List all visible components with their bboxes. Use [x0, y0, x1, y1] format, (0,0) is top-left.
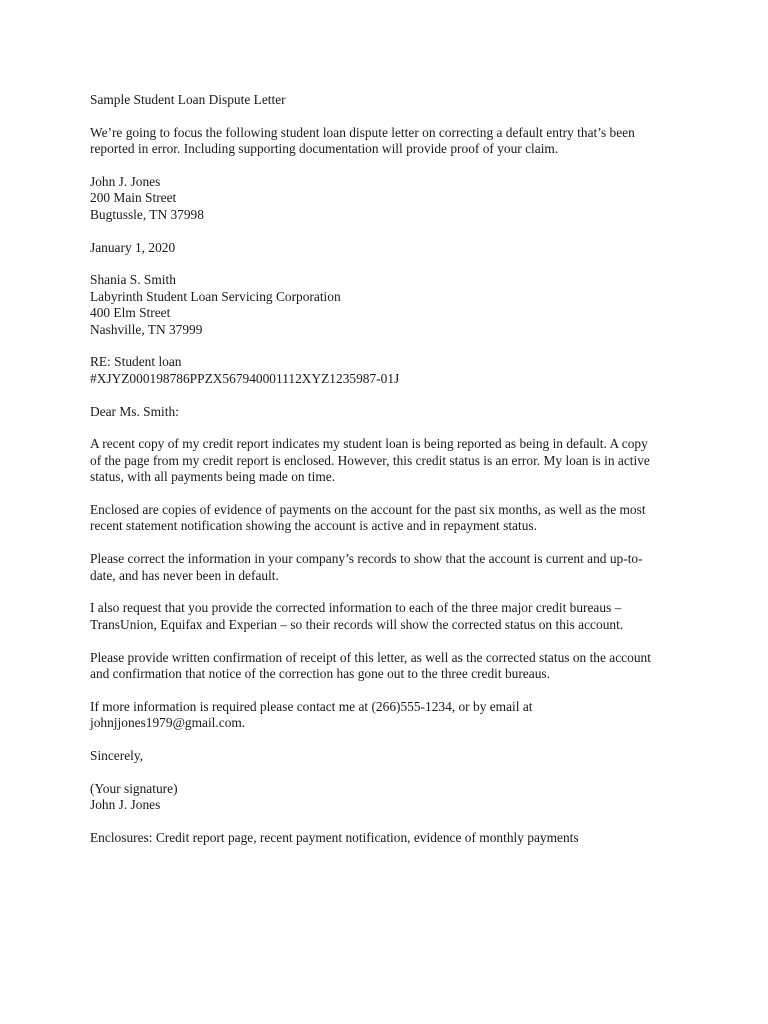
letter-date-block	[90, 240, 690, 256]
reference-number: #XJYZ000198786PPZX567940001112XYZ1235987-01J	[90, 370, 400, 386]
signature-block	[90, 781, 690, 814]
salutation-block	[90, 404, 690, 420]
body-paragraph	[90, 551, 690, 584]
intro-paragraph	[90, 125, 690, 158]
body-line: date, and has never been in default.	[90, 567, 279, 583]
body-paragraph	[90, 502, 690, 535]
contact-paragraph	[90, 699, 690, 732]
body-line: Please provide written confirmation of receipt of this letter, as well as the corrected status on the account	[90, 649, 651, 665]
reference-block	[90, 354, 690, 387]
letter-date: January 1, 2020	[90, 239, 176, 255]
letter-page	[90, 92, 690, 863]
document-title: Sample Student Loan Dispute Letter	[90, 92, 286, 107]
body-line: johnjjones1979@gmail.com.	[90, 715, 246, 731]
body-line: status, with all payments being made on time.	[90, 469, 336, 485]
signature-name: John J. Jones	[90, 797, 161, 813]
recipient-street: 400 Elm Street	[90, 305, 171, 321]
body-line: TransUnion, Equifax and Experian – so their records will show the corrected status on this account.	[90, 616, 624, 632]
body-line: If more information is required please contact me at (266)555-1234, or by email at	[90, 698, 533, 714]
closing: Sincerely,	[90, 748, 144, 764]
body-paragraph	[90, 600, 690, 633]
recipient-company: Labyrinth Student Loan Servicing Corporation	[90, 288, 341, 304]
document-title-block	[90, 92, 690, 108]
body-line: A recent copy of my credit report indicates my student loan is being reported as being in default. A copy	[90, 436, 648, 452]
reference-label: RE: Student loan	[90, 354, 182, 370]
body-line: I also request that you provide the corrected information to each of the three major credit bureaus –	[90, 600, 622, 616]
sender-city: Bugtussle, TN 37998	[90, 206, 204, 222]
salutation: Dear Ms. Smith:	[90, 403, 179, 419]
recipient-name: Shania S. Smith	[90, 272, 176, 288]
sender-address	[90, 174, 690, 223]
intro-line: reported in error. Including supporting documentation will provide proof of your claim.	[90, 141, 559, 157]
enclosures-block	[90, 830, 690, 846]
enclosures: Enclosures: Credit report page, recent payment notification, evidence of monthly payments	[90, 830, 579, 846]
intro-line: We’re going to focus the following student loan dispute letter on correcting a default entry that’s been	[90, 124, 635, 140]
body-line: recent statement notification showing the account is active and in repayment status.	[90, 518, 537, 534]
closing-block	[90, 748, 690, 764]
body-paragraph	[90, 650, 690, 683]
recipient-address	[90, 272, 690, 338]
body-line: Enclosed are copies of evidence of payments on the account for the past six months, as well as the most	[90, 502, 646, 518]
signature-placeholder: (Your signature)	[90, 780, 178, 796]
recipient-city: Nashville, TN 37999	[90, 321, 203, 337]
sender-name: John J. Jones	[90, 174, 161, 189]
body-paragraph	[90, 436, 690, 485]
body-line: of the page from my credit report is enclosed. However, this credit status is an error. My loan is in active	[90, 452, 650, 468]
sender-street: 200 Main Street	[90, 190, 177, 206]
body-line: Please correct the information in your company’s records to show that the account is current and up-to-	[90, 551, 643, 567]
body-line: and confirmation that notice of the correction has gone out to the three credit bureaus.	[90, 666, 550, 682]
